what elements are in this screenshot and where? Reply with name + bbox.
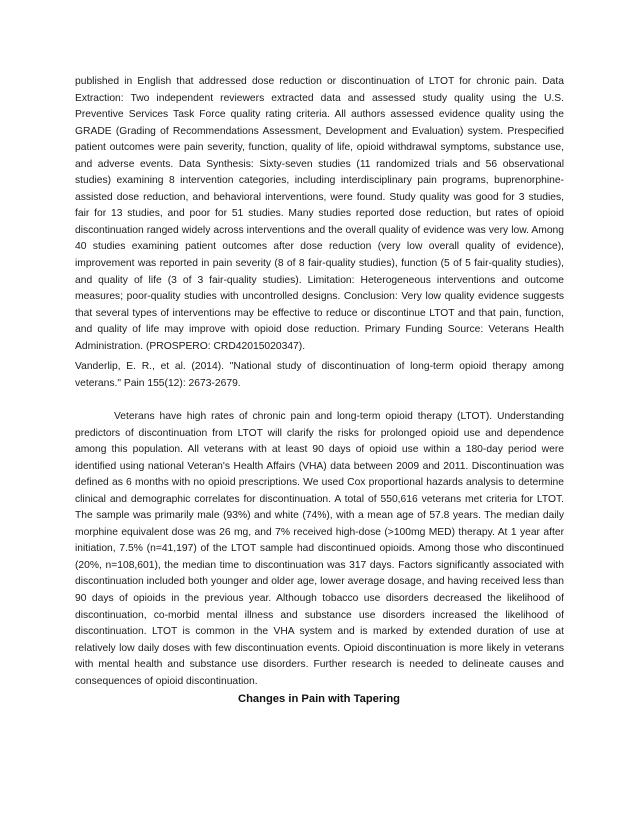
abstract-paragraph: Veterans have high rates of chronic pain and long-term opioid therapy (LTOT). Understanding predictors of discontinuation from LTOT will clarify the risks for prolonged opioid use and dependence among this population. All veterans with at least 90 days of opioid use within a 180-day period were identified using national Veteran's Health Affairs (VHA) data between 2009 and 2011. Discontinuation was defined as 6 months with no opioid prescriptions. We used Cox proportional hazards analysis to determine clinical and demographic correlates for discontinuation. A total of 550,616 veterans met criteria for LTOT. The sample was primarily male (93%) and white (74%), with a mean age of 57.8 years. The median daily morphine equivalent dose was 26 mg, and 7% received high-dose (>100mg MED) therapy. At 1 year after initiation, 7.5% (n=41,197) of the LTOT sample had discontinued opioids. Among those who discontinued (20%, n=108,601), the median time to discontinuation was 317 days. Factors significantly associated with discontinuation included both younger and older age, lower average dosage, and having received less than 90 days of opioids in the previous year. Although tobacco use disorders decreased the likelihood of discontinuation, co-morbid mental illness and substance use disorders increased the likelihood of discontinuation. LTOT is common in the VHA system and is marked by extended duration of use at relatively low daily doses with few discontinuation events. Opioid discontinuation is more likely in veterans with mental health and substance use disorders. Further research is needed to delineate causes and consequences of opioid discontinuation. (75, 411, 564, 687)
section-heading: Changes in Pain with Tapering (237, 693, 401, 705)
abstract-continued-paragraph: published in English that addressed dose reduction or discontinuation of LTOT for chronic pain. Data Extraction: Two independent reviewers extracted data and assessed study quality using the U.S. Preventive Services Task Force quality rating criteria. All authors assessed evidence quality using the GRADE (Grading of Recommendations Assessment, Development and Evaluation) system. Prespecified patient outcomes were pain severity, function, quality of life, opioid withdrawal symptoms, substance use, and adverse events. Data Synthesis: Sixty-seven studies (11 randomized trials and 56 observational studies) examining 8 intervention categories, including interdisciplinary pain programs, buprenorphine-assisted dose reduction, and behavioral interventions, were found. Study quality was good for 3 studies, fair for 13 studies, and poor for 51 studies. Many studies reported dose reduction, but rates of opioid discontinuation ranged widely across interventions and the overall quality of evidence was very low. Among 40 studies examining patient outcomes after dose reduction (very low overall quality of evidence), improvement was reported in pain severity (8 of 8 fair-quality studies), function (5 of 5 fair-quality studies), and quality of life (3 of 3 fair-quality studies). Limitation: Heterogeneous interventions and outcome measures; poor-quality studies with uncontrolled designs. Conclusion: Very low quality evidence suggests that several types of interventions may be effective to reduce or discontinue LTOT and that pain, function, and quality of life may improve with opioid dose reduction. Primary Funding Source: Veterans Health Administration. (PROSPERO: CRD42015020347). (75, 76, 564, 352)
citation-reference: Vanderlip, E. R., et al. (2014). "National study of discontinuation of long-term opioid therapy among veterans." Pain 155(12): 2673-2679. (75, 361, 564, 389)
